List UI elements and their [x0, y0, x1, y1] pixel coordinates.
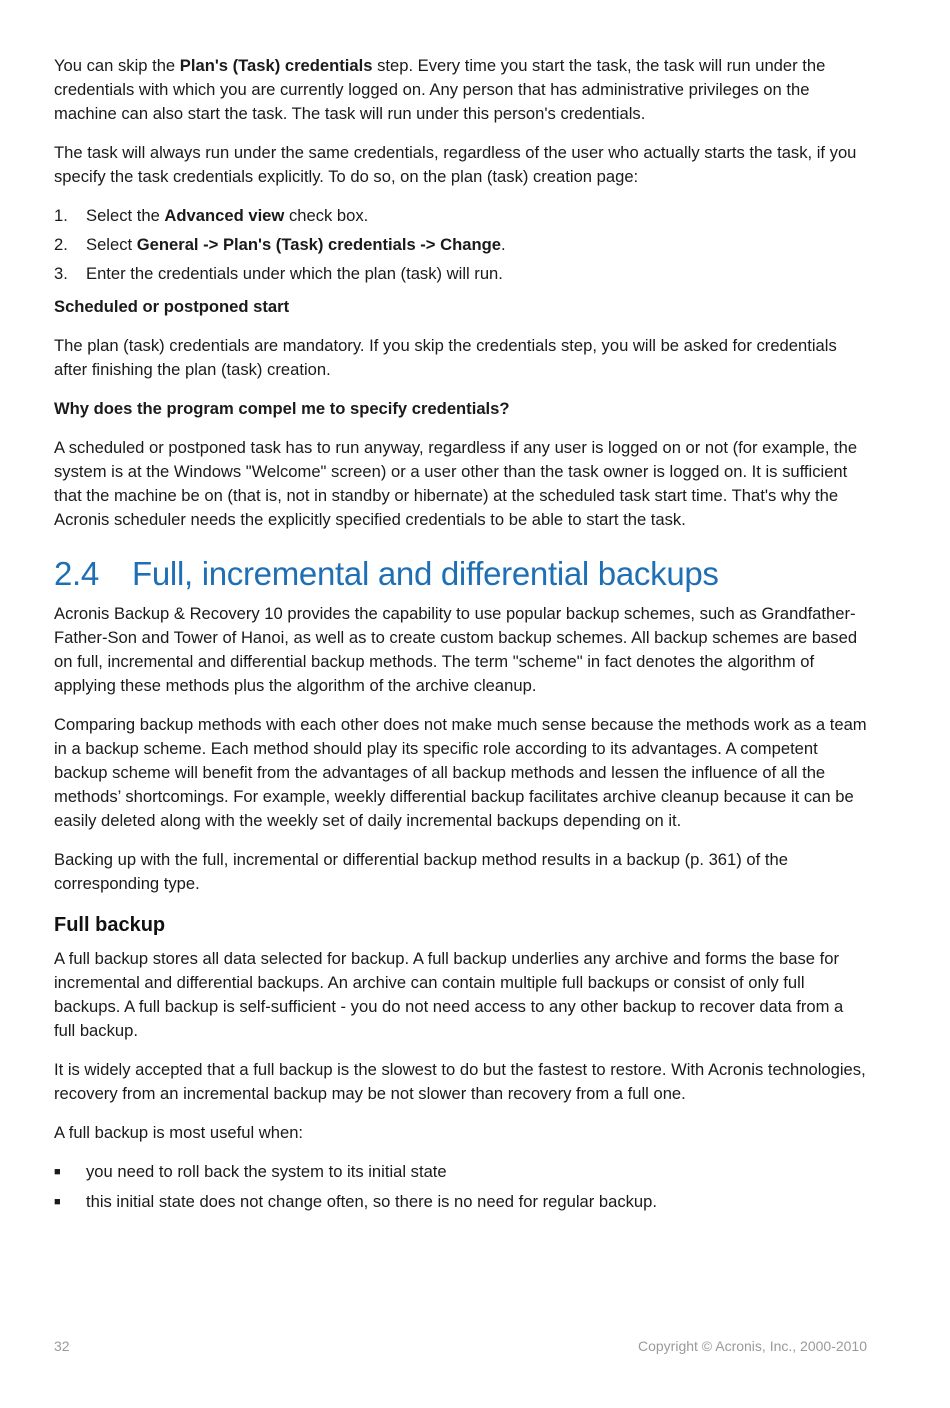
page-number: 32 — [54, 1338, 70, 1354]
section-title: Full, incremental and differential backups — [132, 555, 719, 592]
full-backup-paragraph-3: A full backup is most useful when: — [54, 1123, 304, 1142]
intro-paragraph-2: The task will always run under the same credentials, regardless of the user who actually starts the task, if you specify the task credentials explicitly. To do so, on the plan (task) creation page: — [54, 143, 857, 186]
copyright-notice: Copyright © Acronis, Inc., 2000-2010 — [638, 1338, 867, 1354]
full-backup-paragraph-1: A full backup stores all data selected for backup. A full backup underlies any archive and forms the base for incremental and differential backups. An archive can contain multiple full backups or consist of only full backups. A full backup is self-sufficient - you do not need access to any other backup to recover data from a full backup. — [54, 949, 844, 1040]
square-bullet-icon: ■ — [54, 1166, 61, 1178]
list-item: 3. Enter the credentials under which the plan (task) will run. — [54, 264, 503, 283]
plan-credentials-term: Plan's (Task) credentials — [179, 56, 373, 75]
document-page — [54, 54, 869, 1220]
full-backup-bullets — [54, 1160, 869, 1214]
credentials-question-heading: Why does the program compel me to specify credentials? — [54, 399, 510, 418]
scheduled-paragraph-2: A scheduled or postponed task has to run anyway, regardless if any user is logged on or not (for example, the system is at the Windows "Welcome" screen) or a user other than the task owner is logged on. It is sufficient that the machine be on (that is, not in standby or hibernate) at the scheduled task start time. That's why the Acronis scheduler needs the explicitly specified credentials to be able to start the task. — [54, 438, 858, 529]
intro-paragraph-1: You can skip the Plan's (Task) credentials step. Every time you start the task, the task will run under the credentials with which you are currently logged on. Any person that has administrative privileges on the machine can also start the task. The task will run under this person's credentials. — [54, 56, 826, 123]
square-bullet-icon: ■ — [54, 1196, 61, 1208]
full-backup-heading: Full backup — [54, 914, 166, 936]
section-heading — [54, 552, 869, 596]
scheduled-paragraph-1: The plan (task) credentials are mandatory. If you skip the credentials step, you will be asked for credentials after finishing the plan (task) creation. — [54, 336, 837, 379]
list-item: 1. Select the Advanced view check box. — [54, 206, 369, 225]
page-footer — [54, 1338, 867, 1354]
section-number: 2.4 — [54, 555, 99, 592]
section-paragraph-2: Comparing backup methods with each other does not make much sense because the methods work as a team in a backup scheme. Each method should play its specific role according to its advantages. A competent backup scheme will benefit from the advantages of all backup methods and lessen the influence of all the methods’ shortcomings. For example, weekly differential backup facilitates archive cleanup because it can be easily deleted along with the weekly set of daily incremental backups depending on it. — [54, 715, 867, 830]
list-item: ■ you need to roll back the system to its initial state — [54, 1160, 869, 1184]
section-paragraph-3: Backing up with the full, incremental or differential backup method results in a backup (p. 361) of the corresponding type. — [54, 850, 788, 893]
list-item: 2. Select General -> Plan's (Task) credentials -> Change. — [54, 235, 506, 254]
steps-list — [54, 204, 869, 286]
scheduled-start-heading: Scheduled or postponed start — [54, 297, 290, 316]
section-paragraph-1: Acronis Backup & Recovery 10 provides the capability to use popular backup schemes, such as Grandfather-Father-Son and Tower of Hanoi, as well as to create custom backup schemes. All backup schemes are based on full, incremental and differential backup methods. The term "scheme" in fact denotes the algorithm of applying these methods plus the algorithm of the archive cleanup. — [54, 604, 858, 695]
full-backup-paragraph-2: It is widely accepted that a full backup is the slowest to do but the fastest to restore. With Acronis technologies, recovery from an incremental backup may be not slower than recovery from a full one. — [54, 1060, 866, 1103]
list-item: ■ this initial state does not change often, so there is no need for regular backup. — [54, 1190, 869, 1214]
